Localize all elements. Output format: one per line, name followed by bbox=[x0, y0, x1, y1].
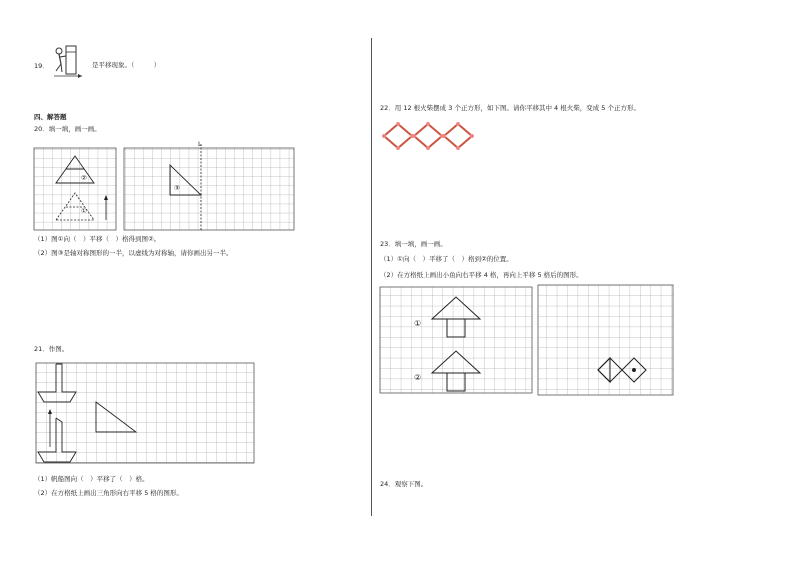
q23-line2: （2）在方格纸上画出小鱼向右平移 4 格，再向上平移 5 格后的图形。 bbox=[380, 271, 583, 279]
q20-line2: （2）图③是轴对称图形的一半，以虚线为对称轴，请你画出另一半。 bbox=[34, 249, 233, 257]
q24-title: 24．观察下图。 bbox=[380, 480, 428, 488]
q20-title: 20．填一填，画一画。 bbox=[34, 125, 101, 133]
figure-2-label: ② bbox=[81, 174, 87, 182]
figure-1-label: ① bbox=[81, 207, 87, 215]
section-heading: 四、解答题 bbox=[34, 113, 67, 121]
pushing-person-picture bbox=[48, 44, 88, 78]
matchstick-squares bbox=[382, 122, 478, 154]
q23-figure-1-label: ① bbox=[414, 319, 422, 328]
axis-label: L bbox=[198, 140, 202, 148]
q23-line1: （1）①向（ ）平移了（ ）格到②的位置。 bbox=[380, 255, 513, 263]
figure-3-label: ③ bbox=[174, 184, 180, 192]
q21-title: 21．作图。 bbox=[34, 345, 69, 353]
q20-grids bbox=[34, 140, 294, 232]
column-divider bbox=[371, 38, 372, 516]
q21-line2: （2）在方格纸上画出三角形向右平移 5 格的图形。 bbox=[34, 489, 183, 497]
q21-grid bbox=[36, 362, 254, 464]
q23-figure-2-label: ② bbox=[414, 373, 422, 382]
q22-title: 22．用 12 根火柴摆成 3 个正方形，如下图。请你平移其中 4 根火柴，变成 5 个正方形。 bbox=[380, 104, 640, 112]
q20-line1: （1）图①向（ ）平移（ ）格得到图②。 bbox=[34, 235, 161, 243]
q23-grids bbox=[380, 285, 675, 395]
q23-title: 23．填一填，画一画。 bbox=[380, 240, 447, 248]
q19-text: 是平移现象。（ ） bbox=[92, 61, 161, 69]
q21-line1: （1）帆船图向（ ）平移了（ ）格。 bbox=[34, 475, 149, 483]
q19-number: 19． bbox=[34, 62, 49, 70]
